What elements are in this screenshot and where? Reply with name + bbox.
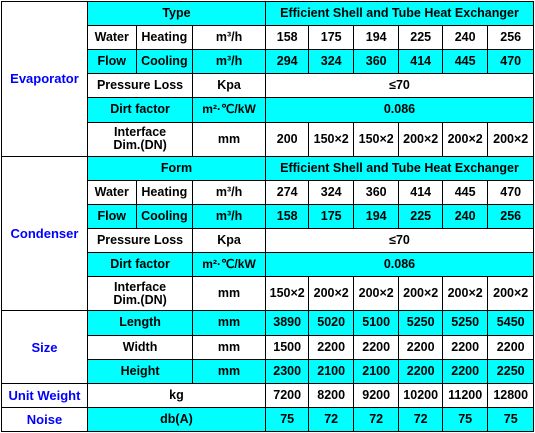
- evap-cooling-unit: m³/h: [193, 50, 266, 74]
- cond-interface-value: 200×2: [353, 277, 399, 311]
- condenser-label: Condenser: [2, 156, 88, 311]
- height-value: 2200: [442, 359, 488, 383]
- cond-cooling-value: 194: [353, 204, 399, 228]
- length-value: 5250: [399, 311, 442, 335]
- evap-flow-label: Flow: [87, 50, 136, 74]
- cond-interface-label-line2: Dim.(DN): [113, 292, 167, 307]
- height-unit: mm: [193, 359, 266, 383]
- width-value: 1500: [265, 335, 308, 359]
- evap-heating-unit: m³/h: [193, 26, 266, 50]
- cond-pressure-value: ≤70: [265, 229, 533, 253]
- cond-interface-value: 200×2: [309, 277, 354, 311]
- evap-interface-value: 200×2: [399, 122, 442, 156]
- cond-heating-value: 360: [353, 180, 399, 204]
- evap-heating-value: 256: [488, 26, 534, 50]
- cond-water-label: Water: [87, 180, 136, 204]
- evap-cooling-value: 445: [442, 50, 488, 74]
- cond-interface-label-line1: Interface: [114, 279, 167, 294]
- evap-interface-value: 200×2: [488, 122, 534, 156]
- width-value: 2200: [488, 335, 534, 359]
- evap-interface-value: 200×2: [442, 122, 488, 156]
- noise-value: 75: [265, 407, 308, 431]
- evap-heating-label: Heating: [136, 26, 193, 50]
- evap-dirt-unit: m²·℃/kW: [193, 98, 266, 122]
- evap-type-value: Efficient Shell and Tube Heat Exchanger: [265, 2, 533, 26]
- cond-interface-label: [87, 277, 192, 311]
- width-unit: mm: [193, 335, 266, 359]
- evap-interface-value: 200: [265, 122, 308, 156]
- evap-type-row: [2, 2, 534, 26]
- evap-cooling-value: 360: [353, 50, 399, 74]
- cond-heating-value: 470: [488, 180, 534, 204]
- unit-weight-value: 10200: [399, 383, 442, 407]
- cond-heating-value: 274: [265, 180, 308, 204]
- cond-interface-value: 200×2: [399, 277, 442, 311]
- length-value: 3890: [265, 311, 308, 335]
- length-row: [2, 311, 534, 335]
- evap-interface-value: 150×2: [353, 122, 399, 156]
- length-value: 5100: [353, 311, 399, 335]
- evap-type-label: Type: [87, 2, 265, 26]
- evap-heating-value: 194: [353, 26, 399, 50]
- width-value: 2200: [309, 335, 354, 359]
- evap-interface-label-line1: Interface: [114, 125, 167, 140]
- evap-pressure-unit: Kpa: [193, 74, 266, 98]
- noise-value: 72: [399, 407, 442, 431]
- evap-heating-value: 225: [399, 26, 442, 50]
- width-value: 2200: [353, 335, 399, 359]
- cond-heating-unit: m³/h: [193, 180, 266, 204]
- height-value: 2300: [265, 359, 308, 383]
- width-label: Width: [87, 335, 192, 359]
- width-value: 2200: [399, 335, 442, 359]
- cond-cooling-value: 256: [488, 204, 534, 228]
- evap-cooling-value: 294: [265, 50, 308, 74]
- cond-cooling-value: 240: [442, 204, 488, 228]
- cond-dirt-label: Dirt factor: [87, 253, 192, 277]
- cond-form-value: Efficient Shell and Tube Heat Exchanger: [265, 156, 533, 180]
- cond-heating-value: 324: [309, 180, 354, 204]
- evap-heating-value: 158: [265, 26, 308, 50]
- size-label: Size: [2, 311, 88, 383]
- cond-heating-label: Heating: [136, 180, 193, 204]
- length-value: 5020: [309, 311, 354, 335]
- evap-interface-label-line2: Dim.(DN): [113, 138, 167, 153]
- height-value: 2100: [353, 359, 399, 383]
- width-value: 2200: [442, 335, 488, 359]
- height-value: 2100: [309, 359, 354, 383]
- unit-weight-label: Unit Weight: [2, 383, 88, 407]
- cond-form-label: Form: [87, 156, 265, 180]
- evap-interface-unit: mm: [193, 122, 266, 156]
- evap-cooling-label: Cooling: [136, 50, 193, 74]
- cond-pressure-label: Pressure Loss: [87, 229, 192, 253]
- cond-cooling-value: 225: [399, 204, 442, 228]
- evap-pressure-value: ≤70: [265, 74, 533, 98]
- evap-cooling-value: 470: [488, 50, 534, 74]
- evap-dirt-label: Dirt factor: [87, 98, 192, 122]
- noise-value: 75: [488, 407, 534, 431]
- length-value: 5250: [442, 311, 488, 335]
- cond-interface-value: 200×2: [488, 277, 534, 311]
- cond-pressure-unit: Kpa: [193, 229, 266, 253]
- noise-unit: db(A): [87, 407, 265, 431]
- cond-dirt-unit: m²·℃/kW: [193, 253, 266, 277]
- cond-form-row: [2, 156, 534, 180]
- noise-label: Noise: [2, 407, 88, 431]
- cond-cooling-value: 175: [309, 204, 354, 228]
- noise-value: 75: [442, 407, 488, 431]
- noise-value: 72: [353, 407, 399, 431]
- evap-cooling-value: 414: [399, 50, 442, 74]
- length-unit: mm: [193, 311, 266, 335]
- spec-table: [1, 1, 534, 432]
- height-label: Height: [87, 359, 192, 383]
- cond-interface-unit: mm: [193, 277, 266, 311]
- unit-weight-value: 8200: [309, 383, 354, 407]
- evap-pressure-label: Pressure Loss: [87, 74, 192, 98]
- evap-interface-label: [87, 122, 192, 156]
- unit-weight-value: 11200: [442, 383, 488, 407]
- evap-cooling-value: 324: [309, 50, 354, 74]
- unit-weight-value: 9200: [353, 383, 399, 407]
- unit-weight-row: [2, 383, 534, 407]
- length-value: 5450: [488, 311, 534, 335]
- unit-weight-value: 7200: [265, 383, 308, 407]
- cond-dirt-value: 0.086: [265, 253, 533, 277]
- cond-flow-label: Flow: [87, 204, 136, 228]
- height-value: 2200: [399, 359, 442, 383]
- cond-heating-value: 445: [442, 180, 488, 204]
- noise-value: 72: [309, 407, 354, 431]
- cond-cooling-value: 158: [265, 204, 308, 228]
- evap-interface-value: 150×2: [309, 122, 354, 156]
- cond-interface-value: 150×2: [265, 277, 308, 311]
- length-label: Length: [87, 311, 192, 335]
- cond-cooling-unit: m³/h: [193, 204, 266, 228]
- cond-cooling-label: Cooling: [136, 204, 193, 228]
- evap-heating-value: 175: [309, 26, 354, 50]
- evap-water-label: Water: [87, 26, 136, 50]
- cond-heating-value: 414: [399, 180, 442, 204]
- cond-interface-value: 200×2: [442, 277, 488, 311]
- unit-weight-value: 12800: [488, 383, 534, 407]
- evap-heating-value: 240: [442, 26, 488, 50]
- evaporator-label: Evaporator: [2, 2, 88, 157]
- height-value: 2250: [488, 359, 534, 383]
- evap-dirt-value: 0.086: [265, 98, 533, 122]
- noise-row: [2, 407, 534, 431]
- unit-weight-unit: kg: [87, 383, 265, 407]
